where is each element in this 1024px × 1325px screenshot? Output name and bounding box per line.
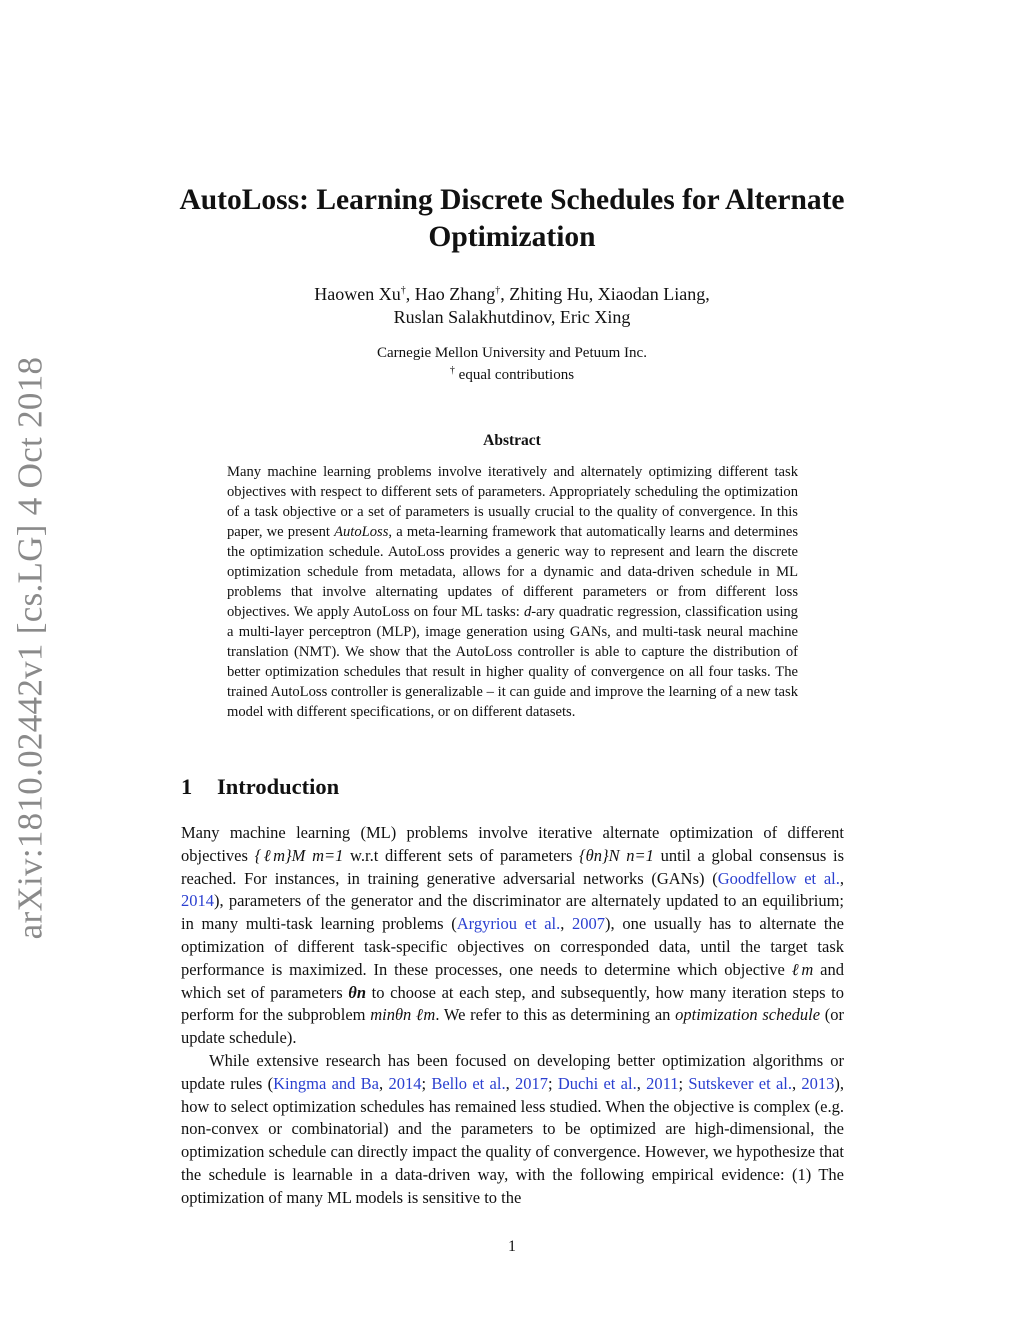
citation-argyriou-year[interactable]: 2007 xyxy=(572,914,606,934)
optimization-schedule-term: optimization schedule xyxy=(675,1005,821,1025)
citation-duchi-year[interactable]: 2011 xyxy=(646,1073,679,1093)
introduction-body xyxy=(181,822,844,1210)
author-name: Haowen Xu xyxy=(314,284,401,304)
math-min-subproblem: minθn ℓm xyxy=(370,1005,436,1025)
citation-goodfellow[interactable]: Goodfellow et al. xyxy=(717,868,840,888)
author-name: Hao Zhang xyxy=(414,284,496,304)
section-heading xyxy=(181,774,339,800)
citation-goodfellow-year[interactable]: 2014 xyxy=(181,891,214,911)
affiliation: Carnegie Mellon University and Petuum Inc. xyxy=(377,345,647,361)
arxiv-watermark xyxy=(8,356,52,940)
abstract-heading: Abstract xyxy=(483,432,541,449)
intro-paragraph-2: While extensive research has been focused on developing better optimization algorithms or update rules (Kingma and Ba, 2014; Bello et al., 2017; Duchi et al., 2011; Sutskever et al., 2013), how to select optimization schedules has remained less studied. When the objective is complex (e.g. non-convex or combinatorial) and the parameters to be optimized are high-dimensional, the optimization schedule can directly impact the quality of convergence. However, we hypothesize that the schedule is learnable in a data-driven way, with the following empirical evidence: (1) The optimization of many ML models is sensitive to the xyxy=(181,1050,845,1207)
intro-paragraph-1: Many machine learning (ML) problems involve iterative alternate optimization of different objectives {ℓm}M m=1 w.r.t different sets of parameters {θn}N n=1 until a global consensus is reached. For instances, in training generative adversarial networks (GANs) (Goodfellow et al., 2014), parameters of the generator and the discriminator are alternately updated to an equilibrium; in many multi-task learning problems (Argyriou et al., 2007), one usually has to alternate the optimization of different task-specific objectives on corresponded data, until the target task performance is maximized. In these processes, one needs to determine which objective ℓm and which set of parameters θn to choose at each step, and subsequently, how many iteration steps to perform for the subproblem minθn ℓm. We refer to this as determining an optimization schedule (or update schedule). xyxy=(181,823,845,1048)
author-names: Ruslan Salakhutdinov, Eric Xing xyxy=(393,307,631,327)
citation-duchi[interactable]: Duchi et al. xyxy=(557,1073,637,1093)
citation-sutskever[interactable]: Sutskever et al. xyxy=(688,1073,792,1093)
dagger-mark: † xyxy=(449,365,455,376)
paper-title: AutoLoss: Learning Discrete Schedules for Alternate Optimization xyxy=(179,184,845,253)
math-d: d xyxy=(523,604,532,620)
citation-sutskever-year[interactable]: 2013 xyxy=(801,1073,835,1093)
page-number: 1 xyxy=(508,1238,516,1255)
citation-kingma[interactable]: Kingma and Ba xyxy=(273,1073,380,1093)
author-list: Haowen Xu†, Hao Zhang†, Zhiting Hu, Xiaodan Liang, Ruslan Salakhutdinov, Eric Xing xyxy=(314,284,710,327)
math-theta-n: θn xyxy=(348,982,367,1002)
section-number: 1 xyxy=(181,774,193,799)
math-parameters: {θn}N n=1 xyxy=(579,845,654,865)
citation-bello[interactable]: Bello et al. xyxy=(431,1073,506,1093)
dagger-mark: † xyxy=(400,285,406,296)
contribution-note-text: equal contributions xyxy=(458,367,575,383)
citation-kingma-year[interactable]: 2014 xyxy=(388,1073,422,1093)
arxiv-id: arXiv:1810.02442v1 [cs.LG] 4 Oct 2018 xyxy=(10,356,50,940)
citation-bello-year[interactable]: 2017 xyxy=(515,1073,548,1093)
section-title: Introduction xyxy=(217,774,340,799)
abstract-text: Many machine learning problems involve iteratively and alternately optimizing different task objectives with respect to different sets of parameters. Appropriately scheduling the optimization of a task objective or a set of parameters is usually crucial to the quality of convergence. In this paper, we present AutoLoss, a meta-learning framework that automatically learns and determines the optimization schedule. AutoLoss provides a generic way to represent and learn the discrete optimization schedule from metadata, allows for a dynamic and data-driven schedule in ML problems that involve alternating updates of different parameters or from different loss objectives. We apply AutoLoss on four ML tasks: d-ary quadratic regression, classification using a multi-layer perceptron (MLP), image generation using GANs, and multi-task neural machine translation (NMT). We show that the AutoLoss controller is able to capture the distribution of better optimization schedules that result in higher quality of convergence on all four tasks. The trained AutoLoss controller is generalizable – it can guide and improve the learning of a new task model with different specifications, or on different datasets. xyxy=(227,464,799,720)
math-objectives: {ℓm}M m=1 xyxy=(254,845,344,865)
affiliation-block xyxy=(150,342,874,386)
autoloss-name: AutoLoss xyxy=(334,524,389,540)
citation-argyriou[interactable]: Argyriou et al. xyxy=(456,914,561,934)
dagger-mark: † xyxy=(495,285,501,296)
author-names: Zhiting Hu, Xiaodan Liang, xyxy=(509,284,710,304)
contribution-note xyxy=(150,364,874,386)
math-objective-lm: ℓm xyxy=(791,959,814,979)
